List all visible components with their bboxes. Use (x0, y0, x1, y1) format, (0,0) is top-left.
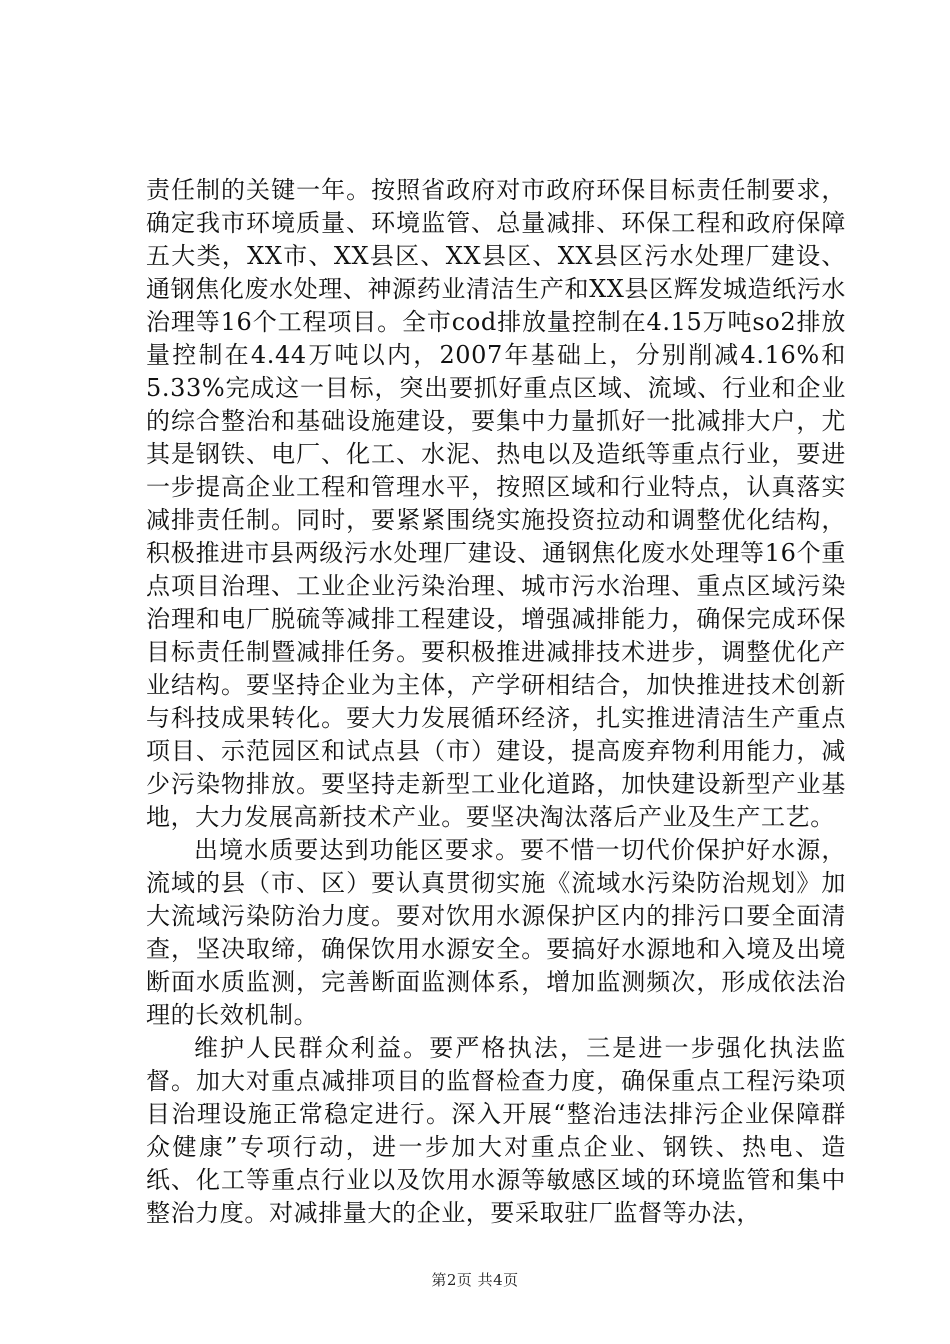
paragraph-2: 出境水质要达到功能区要求。要不惜一切代价保护好水源，流域的县（市、区）要认真贯彻实施《流域水污染防治规划》加大流域污染防治力度。要对饮用水源保护区内的排污口要全面清查，坚决取缔，确保饮用水源安全。要搞好水源地和入境及出境断面水质监测，完善断面监测体系，增加监测频次，形成依法治理的长效机制。 (146, 836, 846, 1029)
document-body (146, 174, 846, 1230)
page-number-footer: 第2页 共4页 (431, 1271, 519, 1289)
paragraph-3: 维护人民群众利益。要严格执法，三是进一步强化执法监督。加大对重点减排项目的监督检查力度，确保重点工程污染项目治理设施正常稳定进行。深入开展“整治违法排污企业保障群众健康”专项行动，进一步加大对重点企业、钢铁、热电、造纸、化工等重点行业以及饮用水源等敏感区域的环境监管和集中整治力度。对减排量大的企业，要采取驻厂监督等办法， (146, 1034, 846, 1227)
paragraph-1: 责任制的关键一年。按照省政府对市政府环保目标责任制要求，确定我市环境质量、环境监管、总量减排、环保工程和政府保障五大类，XX市、XX县区、XX县区、XX县区污水处理厂建设、通钢焦化废水处理、神源药业清洁生产和XX县区辉发城造纸污水治理等16个工程项目。全市cod排放量控制在4.15万吨so2排放量控制在4.44万吨以内，2007年基础上，分别削减4.16%和5.33%完成这一目标，突出要抓好重点区域、流域、行业和企业的综合整治和基础设施建设，要集中力量抓好一批减排大户，尤其是钢铁、电厂、化工、水泥、热电以及造纸等重点行业，要进一步提高企业工程和管理水平，按照区域和行业特点，认真落实减排责任制。同时，要紧紧围绕实施投资拉动和调整优化结构，积极推进市县两级污水处理厂建设、通钢焦化废水处理等16个重点项目治理、工业企业污染治理、城市污水治理、重点区域污染治理和电厂脱硫等减排工程建设，增强减排能力，确保完成环保目标责任制暨减排任务。要积极推进减排技术进步，调整优化产业结构。要坚持企业为主体，产学研相结合，加快推进技术创新与科技成果转化。要大力发展循环经济，扎实推进清洁生产重点项目、示范园区和试点县（市）建设，提高废弃物利用能力，减少污染物排放。要坚持走新型工业化道路，加快建设新型产业基地，大力发展高新技术产业。要坚决淘汰落后产业及生产工艺。 (146, 176, 846, 831)
